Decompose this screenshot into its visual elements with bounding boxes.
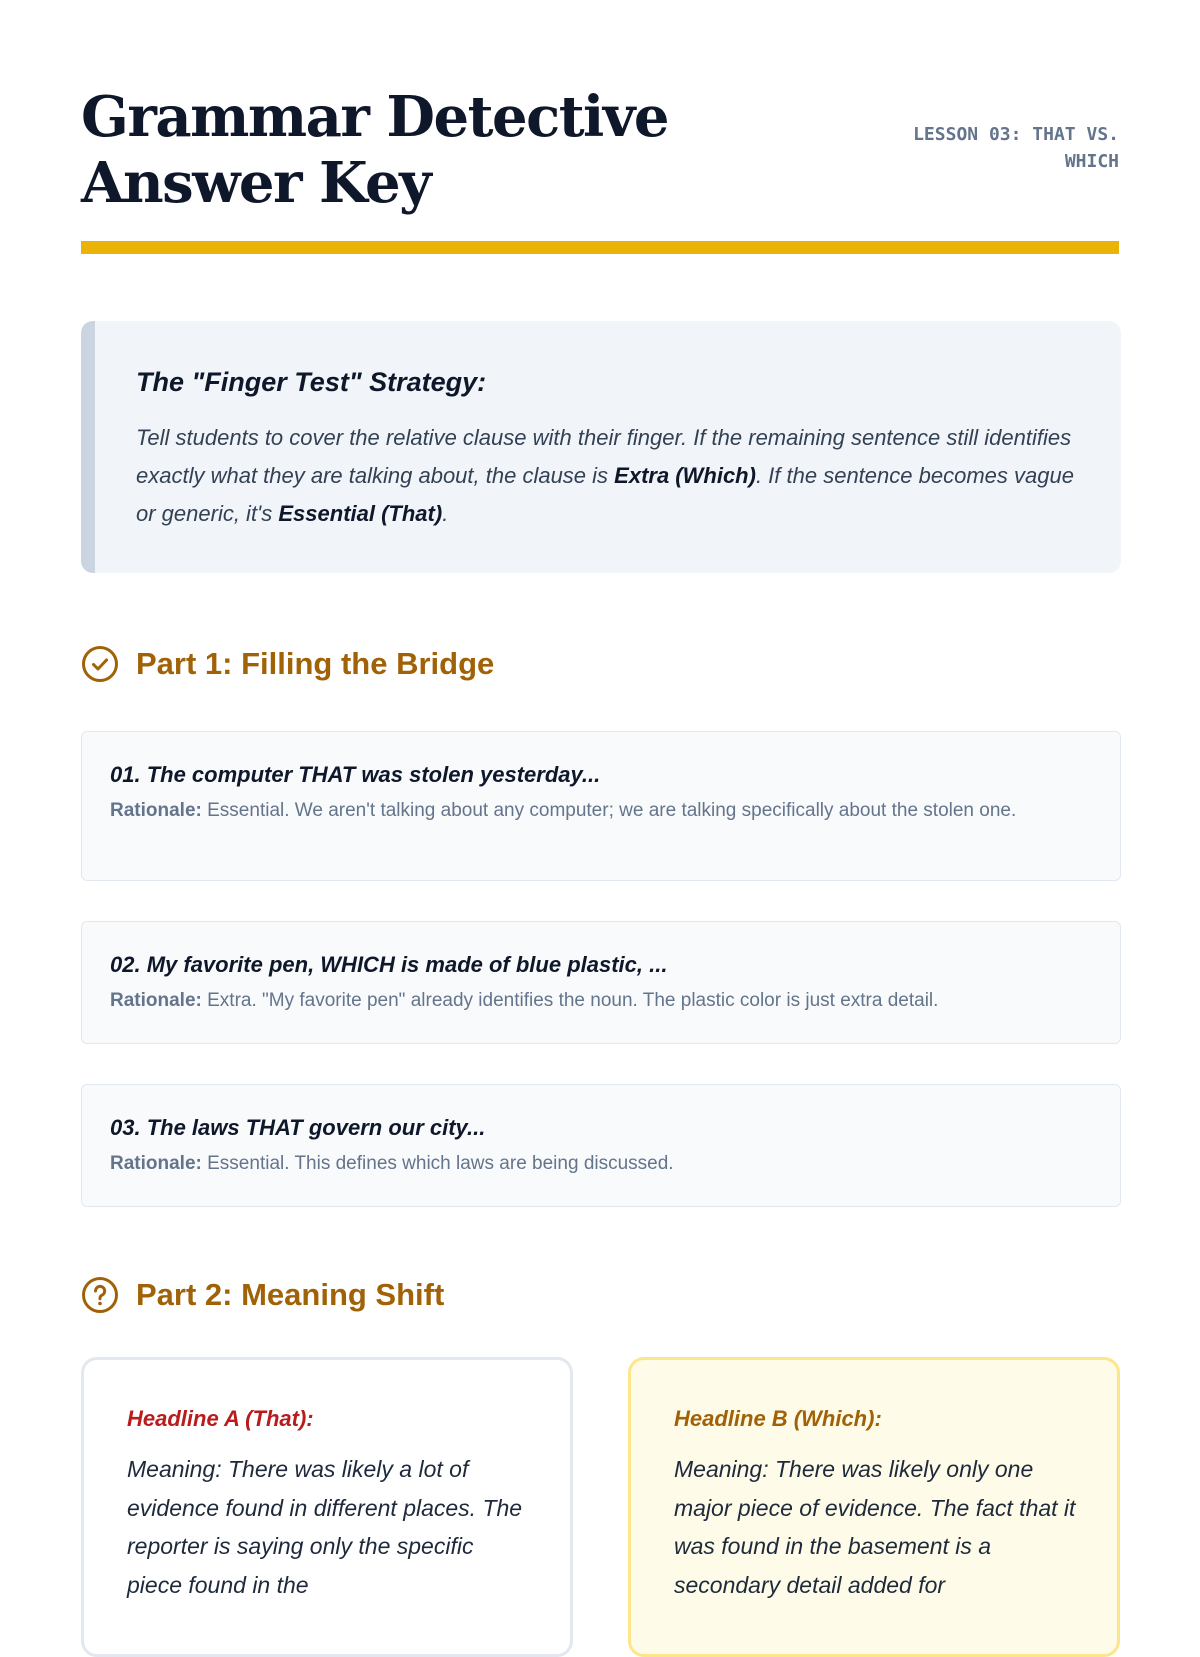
rationale-label: Rationale: bbox=[110, 990, 202, 1011]
headline-b-meaning: Meaning: There was likely only one major piece of evidence. The fact that it was found in the basement is a secondary detail added for bbox=[674, 1456, 1076, 1598]
header bbox=[81, 0, 1119, 255]
answer-item-01 bbox=[81, 731, 1121, 881]
headline-a-heading: Headline A (That): bbox=[127, 1406, 314, 1431]
rationale-text: Essential. This defines which laws are being discussed. bbox=[201, 1153, 674, 1174]
part-1-title: Part 1: Filling the Bridge bbox=[136, 646, 495, 681]
answer-question: 03. The laws THAT govern our city... bbox=[110, 1115, 486, 1140]
check-circle-icon bbox=[81, 645, 119, 683]
page-title: Grammar Detective Answer Key bbox=[81, 84, 668, 216]
rationale-label: Rationale: bbox=[110, 1153, 202, 1174]
answer-rationale bbox=[110, 1151, 1092, 1177]
headline-b-card bbox=[628, 1357, 1120, 1657]
part-2-title: Part 2: Meaning Shift bbox=[136, 1277, 445, 1312]
callout-bold-essential: Essential (That) bbox=[278, 501, 443, 526]
rationale-text: Essential. We aren't talking about any computer; we are talking specifically about the stolen one. bbox=[201, 800, 1017, 821]
headline-a-meaning: Meaning: There was likely a lot of evidence found in different places. The reporter is saying only the specific piece found in the bbox=[127, 1456, 523, 1598]
part-1-heading bbox=[81, 645, 494, 683]
lesson-label: LESSON 03: THAT VS. WHICH bbox=[913, 124, 1119, 172]
answer-rationale bbox=[110, 798, 1092, 824]
answer-item-03 bbox=[81, 1084, 1121, 1207]
answer-question: 02. My favorite pen, WHICH is made of blue plastic, ... bbox=[110, 952, 668, 977]
header-divider bbox=[81, 241, 1119, 254]
part-2-heading bbox=[81, 1276, 444, 1314]
callout-bold-extra: Extra (Which) bbox=[614, 463, 756, 488]
callout-text bbox=[136, 419, 1081, 533]
question-circle-icon bbox=[81, 1276, 119, 1314]
callout-text-part-3: . bbox=[442, 501, 449, 526]
answer-question: 01. The computer THAT was stolen yesterday... bbox=[110, 762, 601, 787]
answer-rationale bbox=[110, 988, 1092, 1014]
callout-text-part-2: . If the sentence becomes vague or generic, it's bbox=[136, 463, 1074, 526]
answer-item-02 bbox=[81, 921, 1121, 1044]
rationale-text: Extra. "My favorite pen" already identifies the noun. The plastic color is just extra detail. bbox=[201, 990, 939, 1011]
headline-b-heading: Headline B (Which): bbox=[674, 1406, 882, 1431]
headline-a-card bbox=[81, 1357, 573, 1657]
callout-heading: The "Finger Test" Strategy: bbox=[136, 367, 487, 397]
finger-test-callout bbox=[81, 321, 1121, 573]
callout-text-part-1: Tell students to cover the relative clause with their finger. If the remaining sentence still identifies exactly what they are talking about, the clause is bbox=[136, 425, 1072, 488]
rationale-label: Rationale: bbox=[110, 800, 202, 821]
